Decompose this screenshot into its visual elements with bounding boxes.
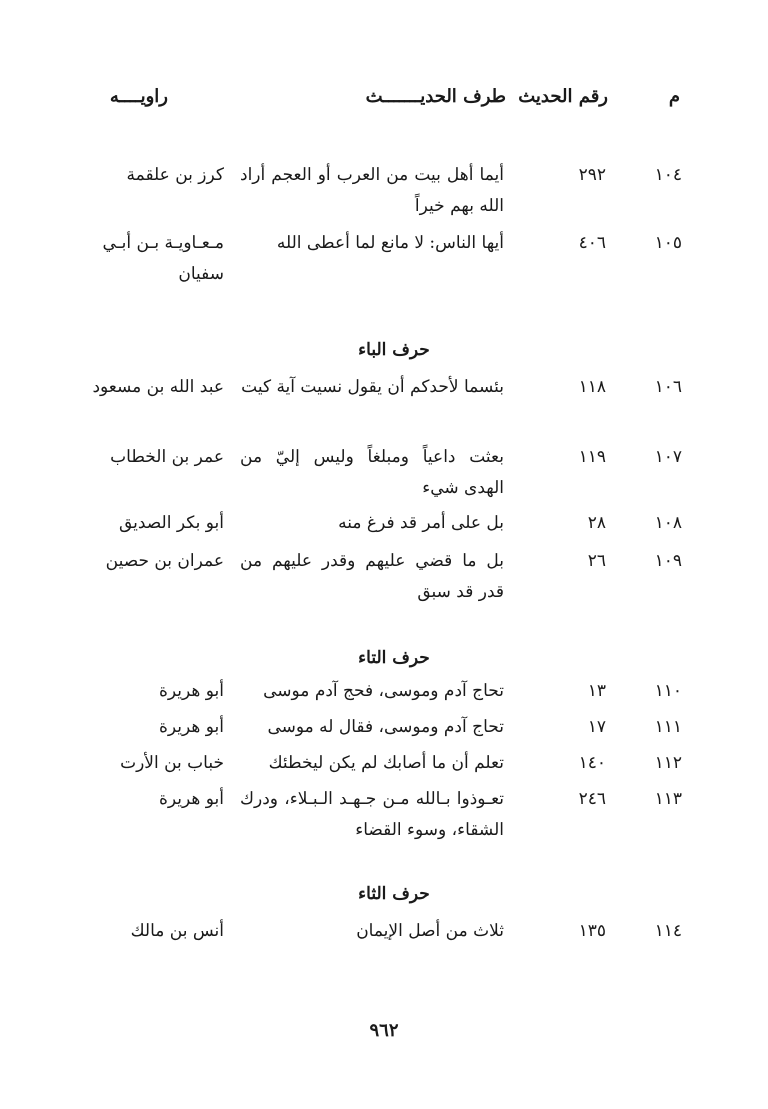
hadith-number: ٢٨ (587, 513, 606, 533)
hadith-opening: بل ما قضي عليهم وقدر عليهم من قدر قد سبق (240, 551, 504, 602)
serial-number: ١١٤ (654, 921, 682, 941)
header-hadith-number: رقم الحديث (518, 86, 608, 107)
hadith-number: ١٧ (587, 717, 606, 737)
hadith-opening: بئسما لأحدكم أن يقول نسيت آية كيت (241, 377, 504, 397)
serial-number: ١١٠ (654, 681, 682, 701)
narrator: أبو هريرة (158, 717, 224, 737)
serial-number: ١٠٩ (654, 551, 682, 571)
hadith-number: ١١٨ (578, 377, 606, 397)
narrator: أبو هريرة (158, 681, 224, 701)
hadith-opening: تحاج آدم وموسى، فحج آدم موسى (263, 681, 504, 701)
header-narrator: راويــــه (109, 86, 168, 107)
narrator: عمر بن الخطاب (110, 447, 224, 467)
serial-number: ١٠٤ (654, 165, 682, 185)
page-number: ٩٦٢ (369, 1020, 399, 1041)
hadith-number: ٤٠٦ (578, 233, 606, 253)
hadith-opening: أيما أهل بيت من العرب أو العجم أراد الله بهم خيراً (240, 165, 504, 216)
hadith-opening: بعثت داعياً ومبلغاً وليس إليّ من الهدى شيء (240, 447, 504, 498)
narrator: كرز بن علقمة (126, 165, 224, 185)
hadith-number: ١٤٠ (578, 753, 606, 773)
serial-number: ١١١ (654, 717, 682, 737)
hadith-opening: ثلاث من أصل الإيمان (356, 921, 504, 941)
section-heading: حرف التاء (358, 648, 430, 668)
serial-number: ١٠٦ (654, 377, 682, 397)
hadith-opening: بل على أمر قد فرغ منه (338, 513, 504, 533)
header-serial: م (668, 86, 680, 107)
hadith-opening: تعلم أن ما أصابك لم يكن ليخطئك (268, 753, 504, 773)
hadith-opening: تحاج آدم وموسى، فقال له موسى (267, 717, 504, 737)
narrator: مـعـاويـة بـن أبـي سفيان (102, 233, 224, 284)
hadith-opening: أيها الناس: لا مانع لما أعطى الله (276, 233, 504, 253)
narrator: عمران بن حصين (105, 551, 224, 571)
hadith-number: ١٣٥ (578, 921, 606, 941)
hadith-number: ٢٤٦ (578, 789, 606, 809)
hadith-number: ٢٩٢ (578, 165, 606, 185)
header-hadith-opening: طرف الحديـــــــث (365, 86, 506, 107)
section-heading: حرف الثاء (358, 884, 430, 904)
narrator: عبد الله بن مسعود (92, 377, 224, 397)
serial-number: ١٠٧ (654, 447, 682, 467)
hadith-number: ١١٩ (578, 447, 606, 467)
hadith-number: ٢٦ (587, 551, 606, 571)
serial-number: ١٠٥ (654, 233, 682, 253)
serial-number: ١٠٨ (654, 513, 682, 533)
section-heading: حرف الباء (358, 340, 430, 360)
hadith-number: ١٣ (587, 681, 606, 701)
narrator: أبو هريرة (158, 789, 224, 809)
serial-number: ١١٢ (654, 753, 682, 773)
narrator: أبو بكر الصديق (118, 513, 224, 533)
narrator: خباب بن الأرت (120, 753, 224, 773)
narrator: أنس بن مالك (130, 921, 224, 941)
hadith-opening: تعـوذوا بـالله مـن جـهـد الـبـلاء، ودرك الشقاء، وسوء القضاء (240, 789, 504, 840)
serial-number: ١١٣ (654, 789, 682, 809)
